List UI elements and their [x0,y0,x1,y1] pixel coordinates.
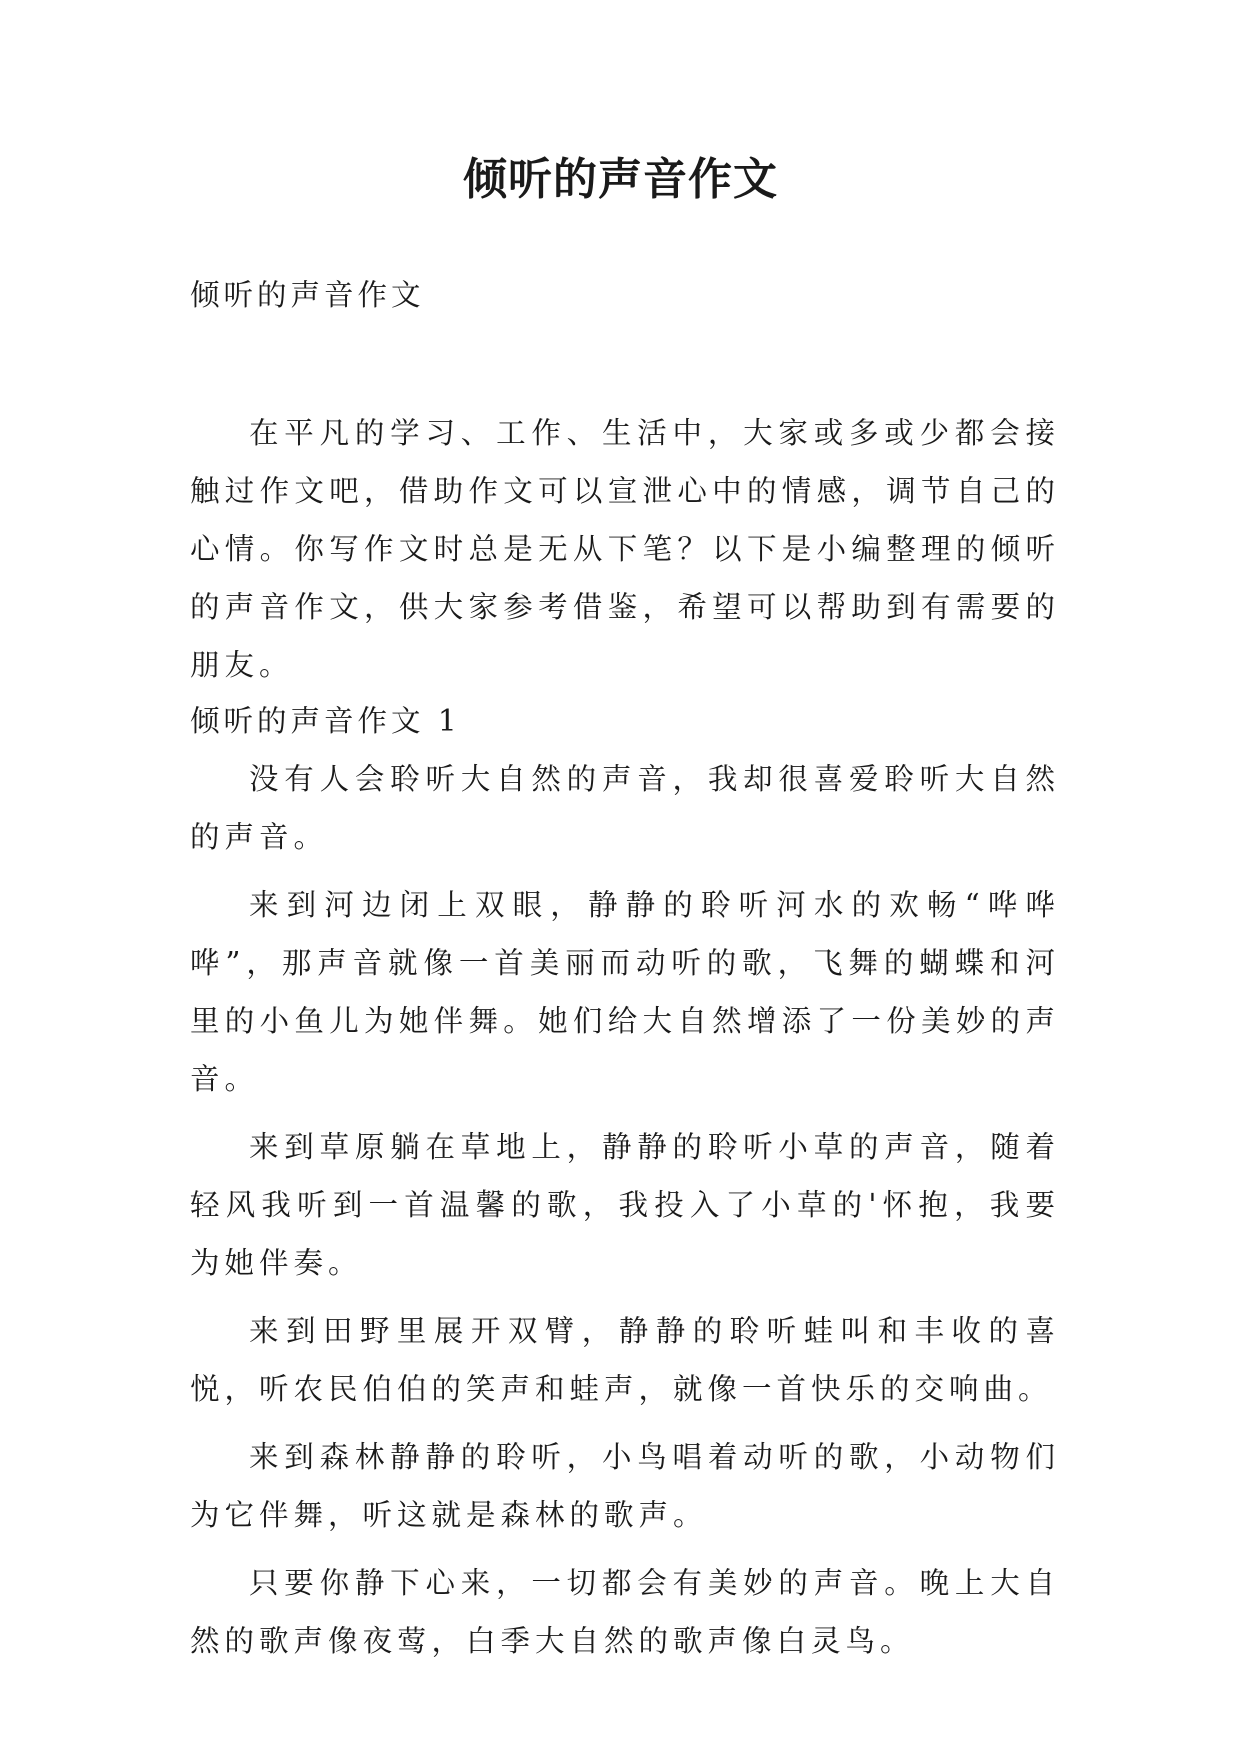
essay-paragraph-6: 只要你静下心来，一切都会有美妙的声音。晚上大自然的歌声像夜莺，白季大自然的歌声像白灵鸟。 [190,1566,1060,1658]
document-title: 倾听的声音作文 [463,154,778,205]
intro-block [190,404,1060,694]
essay-paragraph-2: 来到河边闭上双眼，静静的聆听河水的欢畅“哗哗哗”，那声音就像一首美丽而动听的歌，飞舞的蝴蝶和河里的小鱼儿为她伴舞。她们给大自然增添了一份美妙的声音。 [190,888,1060,1096]
intro-paragraph: 在平凡的学习、工作、生活中，大家或多或少都会接触过作文吧，借助作文可以宣泄心中的情感，调节自己的心情。你写作文时总是无从下笔？以下是小编整理的倾听的声音作文，供大家参考借鉴，希望可以帮助到有需要的朋友。 [190,416,1060,682]
essay-paragraph-4: 来到田野里展开双臂，静静的聆听蛙叫和丰收的喜悦，听农民伯伯的笑声和蛙声，就像一首快乐的交响曲。 [190,1314,1060,1406]
essay-paragraph-3: 来到草原躺在草地上，静静的聆听小草的声音，随着轻风我听到一首温馨的歌，我投入了小草的'怀抱，我要为她伴奏。 [190,1130,1060,1280]
section-heading: 倾听的声音作文 1 [190,704,461,738]
document-subtitle: 倾听的声音作文 [190,278,425,312]
essay-paragraph-5: 来到森林静静的聆听，小鸟唱着动听的歌，小动物们为它伴舞，听这就是森林的歌声。 [190,1440,1060,1532]
essay-body [190,750,1060,1680]
essay-paragraph-1: 没有人会聆听大自然的声音，我却很喜爱聆听大自然的声音。 [190,762,1060,854]
